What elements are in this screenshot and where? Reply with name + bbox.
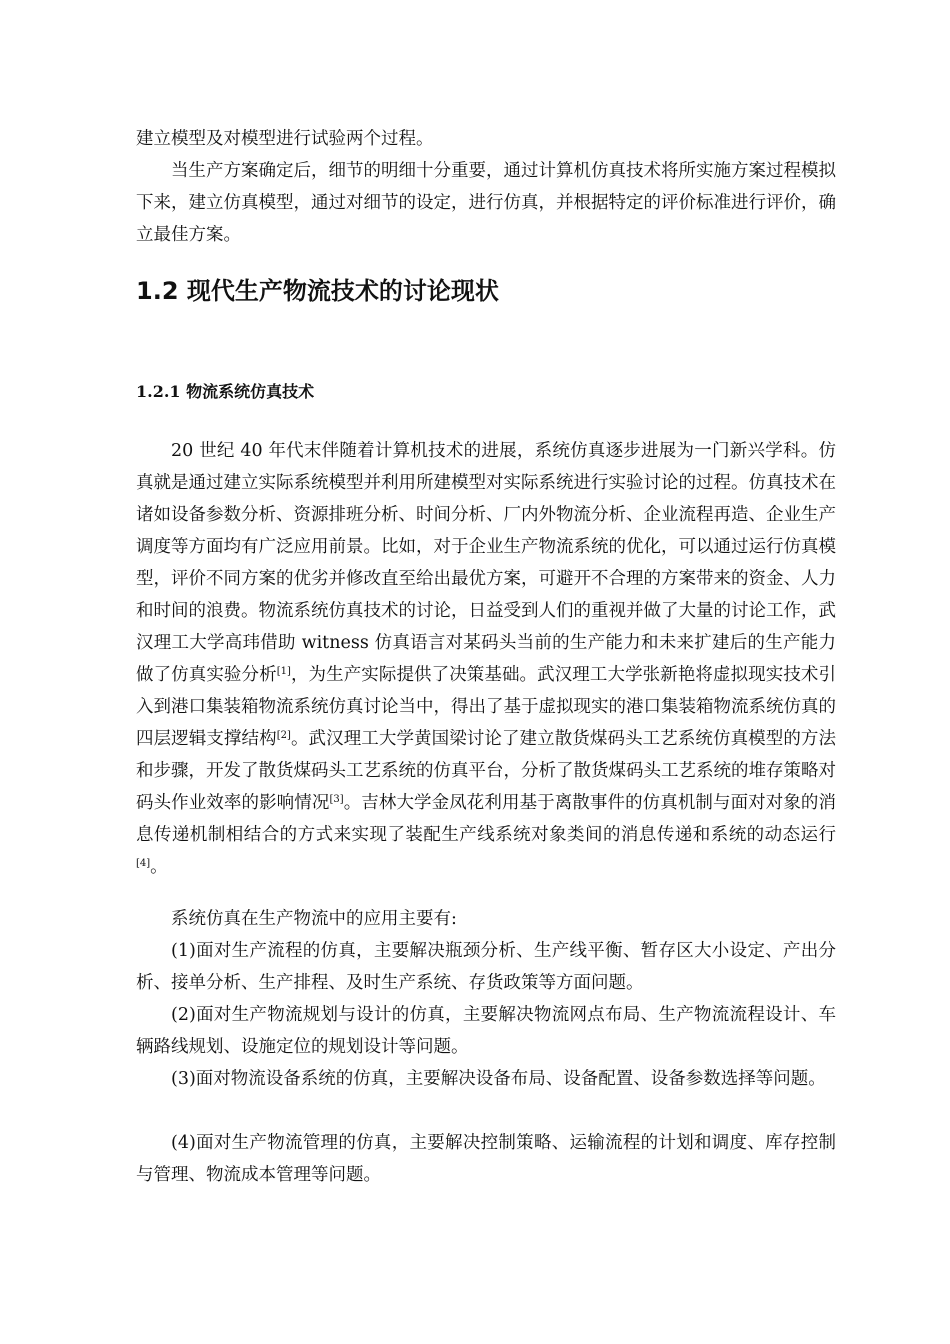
main-paragraph-text-2: ，为生产实际提供了决策基础。武汉理工大学张新艳将虚拟现实技术引入到港口集装箱物流系统仿真讨论当中，得出了基于虚拟现实的港口集装箱物流系统仿真的四层逻辑支撑结构 bbox=[136, 665, 837, 749]
main-paragraph-text-1: 20 世纪 40 年代末伴随着计算机技术的进展，系统仿真逐步进展为一门新兴学科。仿真就是通过建立实际系统模型并利用所建模型对实际系统进行实验讨论的过程。仿真技术在诸如设备参数分析、资源排班分析、时间分析、厂内外物流分析、企业流程再造、企业生产调度等方面均有广泛应用前景。比如，对于企业生产物流系统的优化，可以通过运行仿真模型，评价不同方案的优劣并修改直至给出最优方案，可避开不合理的方案带来的资金、人力和时间的浪费。物流系统仿真技术的讨论，日益受到人们的重视并做了大量的讨论工作，武汉理工大学高玮借助 witness 仿真语言对某码头当前的生产能力和未来扩建后的生产能力做了仿真实验分析 bbox=[136, 441, 836, 685]
citation-2: [2] bbox=[276, 730, 291, 741]
subsection-heading: 1.2.1 物流系统仿真技术 bbox=[136, 382, 315, 401]
citation-1: [1] bbox=[276, 666, 291, 677]
application-item-4: (4)面对生产物流管理的仿真，主要解决控制策略、运输流程的计划和调度、库存控制与管理、物流成本管理等问题。 bbox=[136, 1133, 836, 1185]
main-paragraph bbox=[136, 435, 836, 883]
main-paragraph-text-4: 。吉林大学金凤花利用基于离散事件的仿真机制与面对对象的消息传递机制相结合的方式来实现了装配生产线系统对象类间的消息传递和系统的动态运行 bbox=[136, 793, 837, 845]
main-paragraph-text-3: 。武汉理工大学黄国梁讨论了建立散货煤码头工艺系统仿真模型的方法和步骤，开发了散货煤码头工艺系统的仿真平台，分析了散货煤码头工艺系统的堆存策略对码头作业效率的影响情况 bbox=[136, 729, 837, 813]
applications-intro: 系统仿真在生产物流中的应用主要有: bbox=[171, 909, 457, 929]
application-item-2: (2)面对生产物流规划与设计的仿真，主要解决物流网点布局、生产物流流程设计、车辆路线规划、设施定位的规划设计等问题。 bbox=[136, 1005, 836, 1057]
application-item-1: (1)面对生产流程的仿真，主要解决瓶颈分析、生产线平衡、暂存区大小设定、产出分析、接单分析、生产排程、及时生产系统、存货政策等方面问题。 bbox=[136, 941, 836, 993]
intro-paragraph: 当生产方案确定后，细节的明细十分重要，通过计算机仿真技术将所实施方案过程模拟下来，建立仿真模型，通过对细节的设定，进行仿真，并根据特定的评价标准进行评价，确立最佳方案。 bbox=[136, 161, 836, 245]
section-heading: 1.2 现代生产物流技术的讨论现状 bbox=[136, 277, 499, 305]
citation-4: [4] bbox=[136, 858, 151, 869]
citation-3: [3] bbox=[329, 794, 344, 805]
main-paragraph-text-5: 。 bbox=[150, 857, 168, 877]
intro-continuation: 建立模型及对模型进行试验两个过程。 bbox=[136, 129, 434, 149]
application-item-3: (3)面对物流设备系统的仿真，主要解决设备布局、设备配置、设备参数选择等问题。 bbox=[171, 1069, 826, 1089]
